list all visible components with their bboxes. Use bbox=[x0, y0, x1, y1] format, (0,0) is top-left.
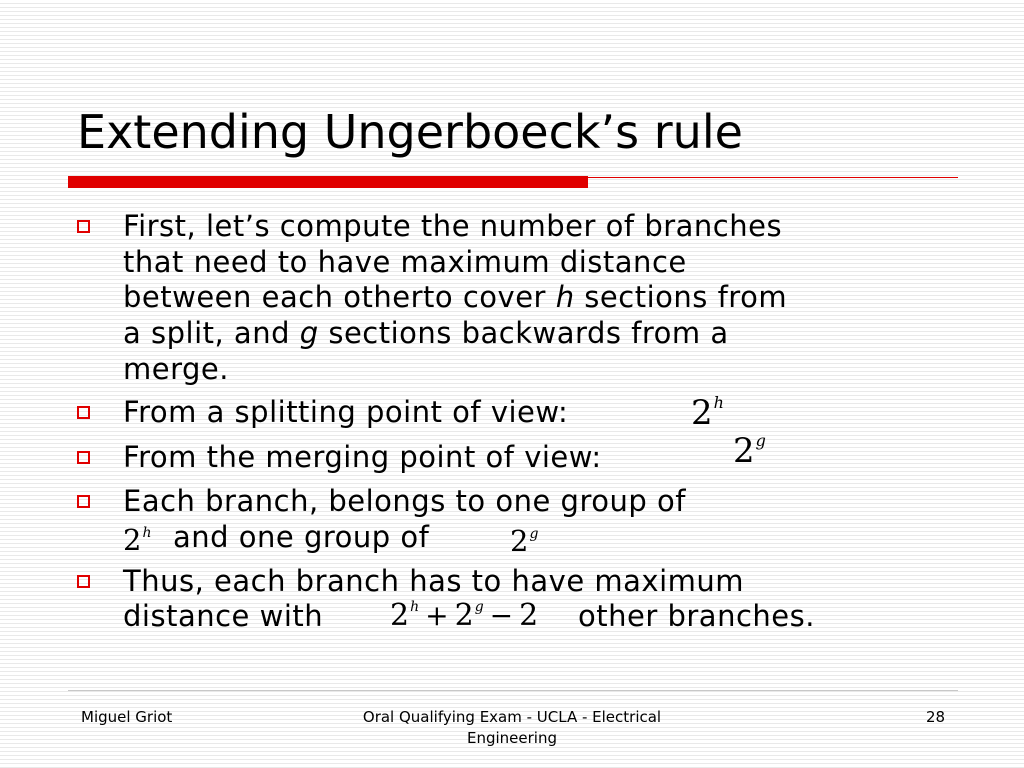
bullet-5-line-1: Thus, each branch has to have maximum bbox=[123, 564, 745, 598]
math-2-pow-h-inline: 2h bbox=[123, 523, 152, 557]
math-2-pow-h: 2h bbox=[691, 393, 724, 433]
bullet-1-line-4-text-a: a split, and bbox=[123, 316, 300, 350]
bullet-box-icon bbox=[77, 495, 90, 508]
bullet-5-line-2a: distance with bbox=[123, 599, 324, 633]
bullet-4-line-1: Each branch, belongs to one group of bbox=[123, 484, 686, 518]
footer-page-number: 28 bbox=[926, 708, 946, 726]
bullet-4-line-2: and one group of bbox=[173, 520, 430, 554]
variable-h: h bbox=[555, 280, 575, 314]
bullet-5-line-2b: other branches. bbox=[578, 599, 815, 633]
footer-author: Miguel Griot bbox=[81, 708, 173, 726]
bullet-1-line-2: that need to have maximum distance bbox=[123, 245, 687, 279]
math-2-pow-g-inline: 2g bbox=[510, 524, 539, 558]
bullet-1-line-1: First, let’s compute the number of branches bbox=[123, 209, 783, 243]
bullet-1-line-4-text-b: sections backwards from a bbox=[318, 316, 729, 350]
bullet-box-icon bbox=[77, 220, 90, 233]
math-2-pow-g: 2g bbox=[733, 431, 766, 471]
bullet-1-line-3-text-a: between each otherto cover bbox=[123, 280, 556, 314]
footer-course: Oral Qualifying Exam - UCLA - Electrical Engineering bbox=[362, 708, 662, 747]
footer-divider bbox=[68, 690, 958, 691]
math-expression: 2h + 2g − 2 bbox=[390, 598, 539, 633]
bullet-1-line-3 bbox=[123, 279, 787, 315]
bullet-box-icon bbox=[77, 575, 90, 588]
bullet-1-line-5: merge. bbox=[123, 352, 229, 386]
bullet-1-line-4 bbox=[123, 315, 729, 351]
slide-title: Extending Ungerboeck’s rule bbox=[77, 105, 743, 159]
bullet-box-icon bbox=[77, 451, 90, 464]
bullet-3-text: From the merging point of view: bbox=[123, 440, 602, 474]
bullet-box-icon bbox=[77, 406, 90, 419]
variable-g: g bbox=[299, 316, 319, 350]
bullet-2-text: From a splitting point of view: bbox=[123, 395, 569, 429]
bullet-1-line-3-text-b: sections from bbox=[574, 280, 788, 314]
